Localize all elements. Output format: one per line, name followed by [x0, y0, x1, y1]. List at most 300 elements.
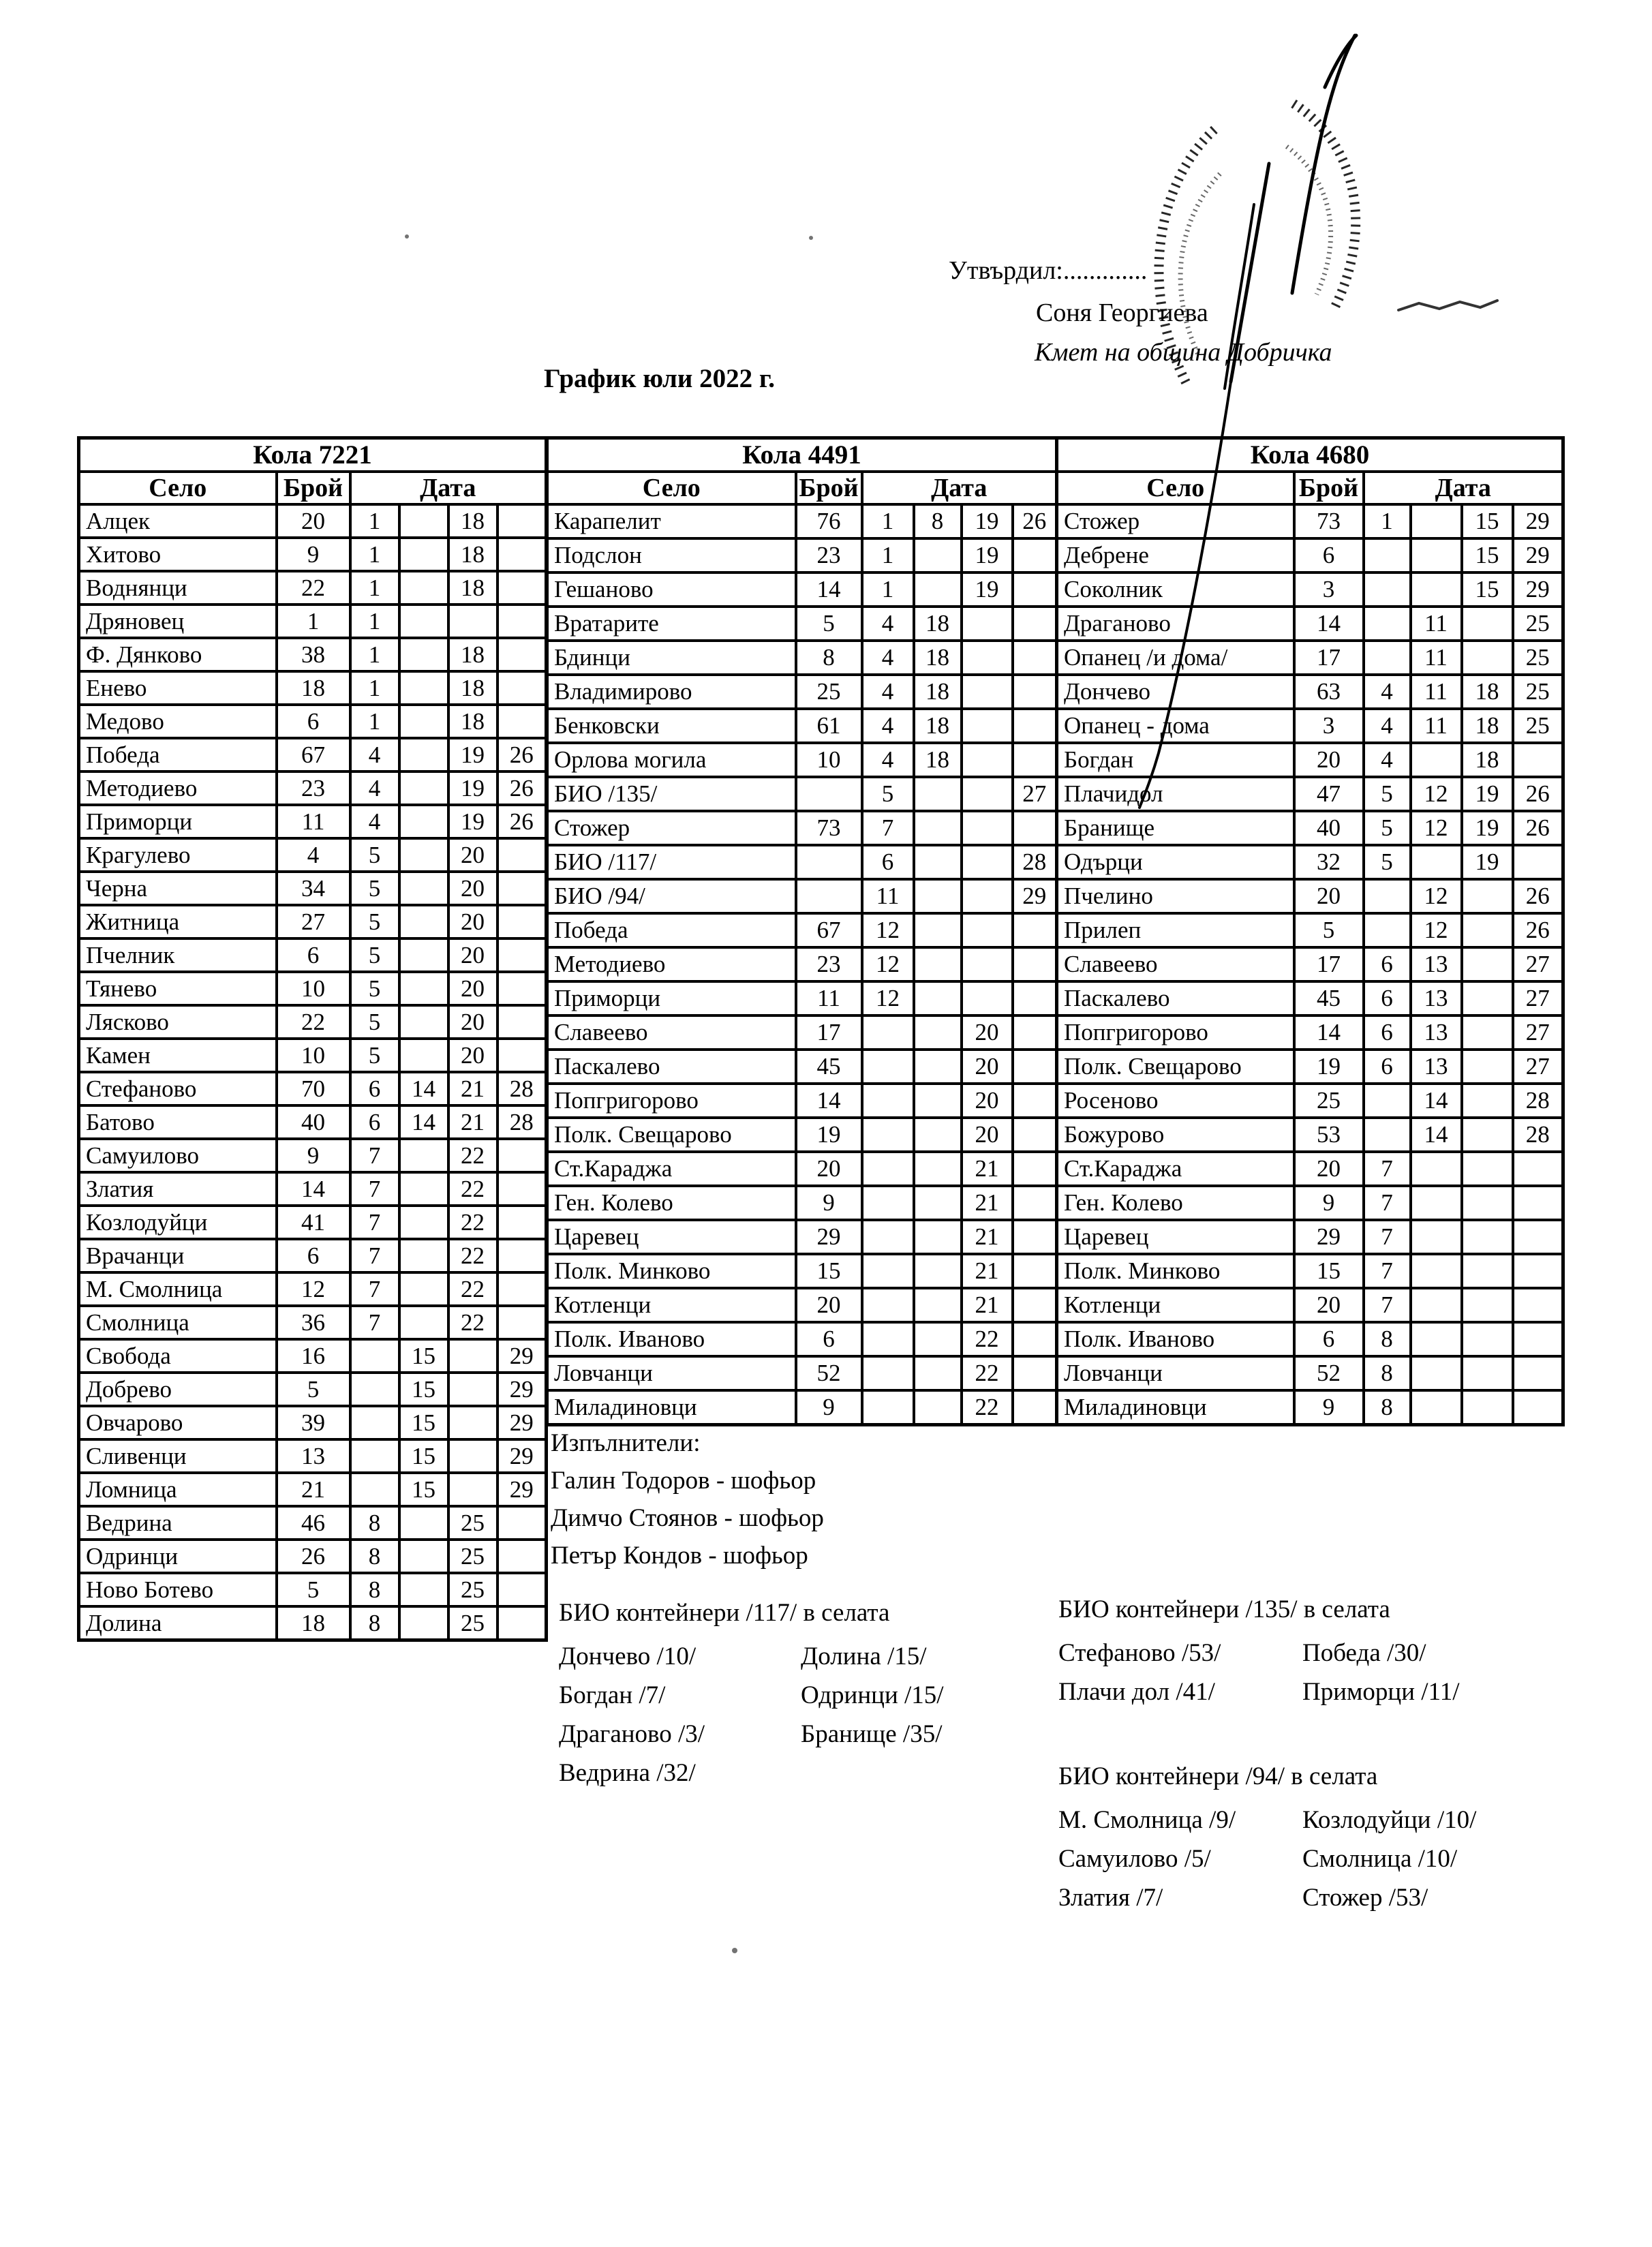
table-row [1057, 1220, 1563, 1254]
village-cell: Полк. Свещарово [1057, 1050, 1294, 1084]
date-cell: 7 [1364, 1220, 1411, 1254]
count-cell: 20 [1294, 743, 1364, 777]
table-row [79, 972, 547, 1005]
date-cell [914, 913, 962, 947]
date-cell [914, 981, 962, 1015]
village-cell: Победа [79, 738, 277, 771]
date-cell [962, 607, 1013, 641]
village-cell: Попгригорово [1057, 1015, 1294, 1050]
car-table-title: Кола 7221 [79, 438, 547, 472]
date-cell [914, 1322, 962, 1356]
bio-section-heading: БИО контейнери /135/ в селата [1058, 1595, 1390, 1623]
table-row [79, 1139, 547, 1172]
table-row [547, 811, 1057, 845]
date-cell [1513, 1152, 1563, 1186]
date-cell [962, 709, 1013, 743]
date-cell: 5 [1364, 777, 1411, 811]
date-cell [862, 1186, 914, 1220]
table-row [79, 1506, 547, 1540]
date-cell [1364, 572, 1411, 607]
date-cell [350, 1373, 399, 1406]
count-cell: 41 [277, 1206, 350, 1239]
village-cell: Свобода [79, 1339, 277, 1373]
date-cell: 26 [498, 738, 547, 771]
date-cell: 19 [962, 538, 1013, 572]
count-cell: 14 [1294, 1015, 1364, 1050]
table-row [1057, 947, 1563, 981]
date-cell: 29 [498, 1406, 547, 1439]
table-row [79, 504, 547, 538]
table-row [547, 1015, 1057, 1050]
date-cell [1411, 1254, 1462, 1288]
date-cell: 1 [350, 605, 399, 638]
date-cell: 7 [350, 1306, 399, 1339]
date-cell [1462, 1050, 1513, 1084]
count-cell: 6 [277, 938, 350, 972]
village-cell: Крагулево [79, 838, 277, 872]
date-cell: 14 [399, 1072, 448, 1105]
village-cell: Миладиновци [1057, 1390, 1294, 1425]
date-cell [498, 605, 547, 638]
village-cell: Бдинци [547, 641, 796, 675]
table-row [547, 1084, 1057, 1118]
date-cell [1462, 879, 1513, 913]
executor-item: Димчо Стоянов - шофьор [551, 1504, 824, 1532]
date-cell [1411, 504, 1462, 538]
date-cell: 25 [1513, 675, 1563, 709]
date-cell: 4 [862, 675, 914, 709]
count-cell: 5 [1294, 913, 1364, 947]
count-cell: 6 [1294, 538, 1364, 572]
date-cell [498, 905, 547, 938]
date-cell [914, 1356, 962, 1390]
date-cell: 29 [498, 1339, 547, 1373]
date-cell [498, 872, 547, 905]
table-row [79, 938, 547, 972]
date-cell [1462, 1390, 1513, 1425]
village-cell: Врачанци [79, 1239, 277, 1272]
date-header: Дата [862, 472, 1057, 504]
count-cell: 29 [1294, 1220, 1364, 1254]
count-cell: 45 [796, 1050, 862, 1084]
table-row [1057, 1356, 1563, 1390]
date-cell: 26 [1013, 504, 1057, 538]
village-cell: Овчарово [79, 1406, 277, 1439]
table-row [79, 1039, 547, 1072]
date-cell [962, 675, 1013, 709]
date-cell: 26 [1513, 879, 1563, 913]
date-cell [399, 671, 448, 705]
table-row [1057, 538, 1563, 572]
count-cell: 63 [1294, 675, 1364, 709]
date-header: Дата [350, 472, 547, 504]
date-cell: 4 [350, 738, 399, 771]
date-cell: 29 [1013, 879, 1057, 913]
date-cell: 18 [1462, 675, 1513, 709]
executor-item: Петър Кондов - шофьор [551, 1542, 808, 1570]
date-cell [1364, 879, 1411, 913]
date-cell [1013, 811, 1057, 845]
date-cell: 4 [1364, 675, 1411, 709]
date-cell [399, 1306, 448, 1339]
count-cell: 14 [796, 572, 862, 607]
date-cell: 6 [350, 1105, 399, 1139]
table-row [79, 671, 547, 705]
date-cell: 15 [1462, 504, 1513, 538]
village-cell: Росеново [1057, 1084, 1294, 1118]
table-row [79, 1172, 547, 1206]
village-cell: Медово [79, 705, 277, 738]
village-cell: Паскалево [1057, 981, 1294, 1015]
count-cell: 45 [1294, 981, 1364, 1015]
count-cell: 20 [1294, 1288, 1364, 1322]
date-cell [1411, 743, 1462, 777]
car-table-title: Кола 4491 [547, 438, 1057, 472]
date-cell: 4 [862, 743, 914, 777]
table-row [547, 572, 1057, 607]
date-cell: 18 [1462, 743, 1513, 777]
date-cell: 1 [862, 538, 914, 572]
date-cell [399, 1272, 448, 1306]
date-cell [1364, 607, 1411, 641]
car-table-container-7221 [77, 436, 545, 1642]
date-cell: 20 [448, 1005, 498, 1039]
count-cell: 61 [796, 709, 862, 743]
date-cell: 28 [498, 1105, 547, 1139]
village-header: Село [1057, 472, 1294, 504]
date-cell [1013, 1015, 1057, 1050]
date-cell: 1 [862, 572, 914, 607]
table-row [1057, 913, 1563, 947]
date-cell: 11 [1411, 641, 1462, 675]
date-cell: 5 [350, 905, 399, 938]
approver-name: Соня Георгиева [1036, 299, 1208, 327]
bio-item: Победа /30/ [1302, 1639, 1426, 1667]
date-cell [448, 1373, 498, 1406]
date-cell [1513, 1254, 1563, 1288]
date-cell [1013, 607, 1057, 641]
count-header: Брой [277, 472, 350, 504]
bio-item: Самуилово /5/ [1058, 1845, 1211, 1873]
count-cell: 10 [277, 972, 350, 1005]
date-cell: 29 [1513, 538, 1563, 572]
date-cell [498, 1306, 547, 1339]
date-cell [350, 1473, 399, 1506]
village-cell: Прилеп [1057, 913, 1294, 947]
date-cell [399, 805, 448, 838]
count-cell: 21 [277, 1473, 350, 1506]
count-cell: 9 [796, 1390, 862, 1425]
table-row [1057, 709, 1563, 743]
count-cell: 27 [277, 905, 350, 938]
table-row [1057, 1152, 1563, 1186]
count-cell: 14 [277, 1172, 350, 1206]
date-cell [1462, 1288, 1513, 1322]
count-cell: 53 [1294, 1118, 1364, 1152]
approve-label: Утвърдил:............. [949, 256, 1148, 285]
village-cell: Сливенци [79, 1439, 277, 1473]
table-row [547, 607, 1057, 641]
date-cell [914, 811, 962, 845]
village-cell: Ген. Колево [1057, 1186, 1294, 1220]
table-row [79, 1540, 547, 1573]
bio-item: Бранище /35/ [801, 1720, 943, 1748]
date-cell [1013, 1186, 1057, 1220]
date-cell: 18 [448, 638, 498, 671]
count-cell: 23 [277, 771, 350, 805]
village-cell: Ген. Колево [547, 1186, 796, 1220]
date-cell [1013, 675, 1057, 709]
village-cell: Божурово [1057, 1118, 1294, 1152]
date-cell [498, 671, 547, 705]
bio-item: Дончево /10/ [559, 1642, 697, 1670]
date-cell: 7 [350, 1139, 399, 1172]
village-cell: Житница [79, 905, 277, 938]
date-cell: 22 [448, 1139, 498, 1172]
village-cell: Владимирово [547, 675, 796, 709]
date-cell [498, 1239, 547, 1272]
village-cell: Козлодуйци [79, 1206, 277, 1239]
date-cell [1513, 1356, 1563, 1390]
village-cell: Лясково [79, 1005, 277, 1039]
date-cell [399, 1039, 448, 1072]
date-cell: 26 [498, 805, 547, 838]
date-cell: 7 [1364, 1254, 1411, 1288]
bio-item: Богдан /7/ [559, 1681, 666, 1709]
date-cell: 20 [448, 938, 498, 972]
date-cell: 21 [448, 1072, 498, 1105]
date-cell: 27 [1513, 981, 1563, 1015]
date-cell: 12 [1411, 811, 1462, 845]
date-cell: 29 [498, 1473, 547, 1506]
date-cell: 20 [448, 1039, 498, 1072]
date-cell: 1 [350, 538, 399, 571]
count-cell: 17 [1294, 947, 1364, 981]
date-cell: 15 [399, 1339, 448, 1373]
date-cell [962, 641, 1013, 675]
village-cell: Опанец /и дома/ [1057, 641, 1294, 675]
date-cell: 4 [350, 771, 399, 805]
date-cell: 25 [448, 1506, 498, 1540]
date-cell [1013, 641, 1057, 675]
table-row [79, 771, 547, 805]
count-cell: 9 [796, 1186, 862, 1220]
village-cell: БИО /94/ [547, 879, 796, 913]
date-cell [962, 981, 1013, 1015]
village-cell: Стожер [547, 811, 796, 845]
table-row [1057, 1084, 1563, 1118]
date-cell: 20 [448, 905, 498, 938]
date-cell [1462, 1084, 1513, 1118]
village-header: Село [79, 472, 277, 504]
date-cell [914, 538, 962, 572]
table-row [1057, 1390, 1563, 1425]
date-cell: 8 [350, 1573, 399, 1606]
date-cell [914, 1220, 962, 1254]
date-cell [862, 1356, 914, 1390]
bio-section-117 [559, 1598, 944, 1792]
date-cell [399, 605, 448, 638]
count-header: Брой [796, 472, 862, 504]
date-cell: 15 [399, 1439, 448, 1473]
date-cell: 19 [448, 771, 498, 805]
date-cell [1513, 1322, 1563, 1356]
date-cell [448, 1339, 498, 1373]
date-cell [914, 1254, 962, 1288]
table-row [79, 838, 547, 872]
count-cell: 14 [1294, 607, 1364, 641]
date-cell: 21 [962, 1288, 1013, 1322]
date-cell [914, 1288, 962, 1322]
count-cell: 76 [796, 504, 862, 538]
table-row [79, 738, 547, 771]
count-cell: 1 [277, 605, 350, 638]
date-cell [962, 777, 1013, 811]
date-cell [862, 1288, 914, 1322]
table-row [79, 872, 547, 905]
table-row [79, 571, 547, 605]
table-row [79, 1306, 547, 1339]
table-row [547, 709, 1057, 743]
date-cell [1462, 641, 1513, 675]
date-cell [1364, 1118, 1411, 1152]
table-row [547, 947, 1057, 981]
date-cell: 5 [350, 1005, 399, 1039]
date-cell: 22 [448, 1272, 498, 1306]
table-row [547, 1220, 1057, 1254]
village-cell: БИО /135/ [547, 777, 796, 811]
village-cell: Хитово [79, 538, 277, 571]
date-cell [350, 1406, 399, 1439]
count-cell: 3 [1294, 709, 1364, 743]
date-cell [1462, 1186, 1513, 1220]
date-cell: 5 [350, 972, 399, 1005]
village-cell: Попгригорово [547, 1084, 796, 1118]
date-cell [914, 572, 962, 607]
date-cell [962, 845, 1013, 879]
date-cell [1411, 1186, 1462, 1220]
date-cell: 21 [962, 1254, 1013, 1288]
table-row [79, 605, 547, 638]
village-cell: Победа [547, 913, 796, 947]
count-cell: 23 [796, 947, 862, 981]
date-cell: 19 [448, 738, 498, 771]
village-header: Село [547, 472, 796, 504]
village-cell: Методиево [547, 947, 796, 981]
date-cell: 28 [498, 1072, 547, 1105]
page-title: График юли 2022 г. [544, 364, 775, 393]
village-cell: Ф. Дянково [79, 638, 277, 671]
village-cell: Воднянци [79, 571, 277, 605]
date-cell: 18 [914, 675, 962, 709]
table-row [79, 1206, 547, 1239]
village-cell: Царевец [547, 1220, 796, 1254]
table-row [547, 1152, 1057, 1186]
date-cell [1364, 1084, 1411, 1118]
date-cell [914, 1050, 962, 1084]
date-cell: 6 [1364, 947, 1411, 981]
date-cell [914, 1390, 962, 1425]
village-cell: Котленци [547, 1288, 796, 1322]
bio-item: Приморци /11/ [1302, 1678, 1460, 1706]
count-cell: 20 [1294, 1152, 1364, 1186]
date-cell [914, 1186, 962, 1220]
count-cell: 73 [1294, 504, 1364, 538]
table-row [547, 675, 1057, 709]
table-row [79, 1272, 547, 1306]
bio-item: Ведрина /32/ [559, 1759, 696, 1787]
date-cell: 13 [1411, 947, 1462, 981]
date-cell [1013, 1118, 1057, 1152]
table-row [79, 705, 547, 738]
village-cell: Одринци [79, 1540, 277, 1573]
village-cell: Стефаново [79, 1072, 277, 1105]
village-cell: Полк. Минково [547, 1254, 796, 1288]
date-cell [1013, 1254, 1057, 1288]
date-cell [1462, 1015, 1513, 1050]
date-cell [498, 972, 547, 1005]
village-cell: Орлова могила [547, 743, 796, 777]
date-cell [399, 1005, 448, 1039]
count-cell: 5 [277, 1373, 350, 1406]
village-cell: Полк. Минково [1057, 1254, 1294, 1288]
village-cell: Одърци [1057, 845, 1294, 879]
approver-title: Кмет на община Добричка [1035, 338, 1332, 367]
village-cell: Бенковски [547, 709, 796, 743]
date-cell [1462, 1322, 1513, 1356]
count-cell: 9 [277, 538, 350, 571]
date-cell [498, 1039, 547, 1072]
date-cell [862, 1152, 914, 1186]
date-cell [914, 1152, 962, 1186]
date-cell [498, 1606, 547, 1640]
count-cell: 17 [1294, 641, 1364, 675]
date-cell [399, 1606, 448, 1640]
date-cell: 19 [1462, 811, 1513, 845]
table-row [547, 981, 1057, 1015]
date-cell: 25 [448, 1573, 498, 1606]
car-table [545, 436, 1058, 1426]
village-cell: Ловчанци [1057, 1356, 1294, 1390]
count-cell: 29 [796, 1220, 862, 1254]
date-cell: 27 [1513, 947, 1563, 981]
date-cell: 20 [962, 1118, 1013, 1152]
count-cell: 39 [277, 1406, 350, 1439]
date-cell [1013, 538, 1057, 572]
village-cell: Драганово [1057, 607, 1294, 641]
count-cell: 11 [277, 805, 350, 838]
table-row [79, 1606, 547, 1640]
table-row [79, 638, 547, 671]
table-row [1057, 1254, 1563, 1288]
bio-section-heading: БИО контейнери /94/ в селата [1058, 1762, 1378, 1790]
date-cell [399, 771, 448, 805]
table-row [1057, 777, 1563, 811]
table-row [1057, 1118, 1563, 1152]
date-cell [862, 1220, 914, 1254]
village-cell: Паскалево [547, 1050, 796, 1084]
date-cell: 18 [914, 743, 962, 777]
count-cell: 18 [277, 671, 350, 705]
date-cell [1513, 1288, 1563, 1322]
date-cell: 29 [1513, 504, 1563, 538]
table-row [79, 1105, 547, 1139]
village-cell: Бранище [1057, 811, 1294, 845]
count-cell: 6 [1294, 1322, 1364, 1356]
count-cell: 8 [796, 641, 862, 675]
village-cell: Батово [79, 1105, 277, 1139]
date-cell: 7 [1364, 1186, 1411, 1220]
